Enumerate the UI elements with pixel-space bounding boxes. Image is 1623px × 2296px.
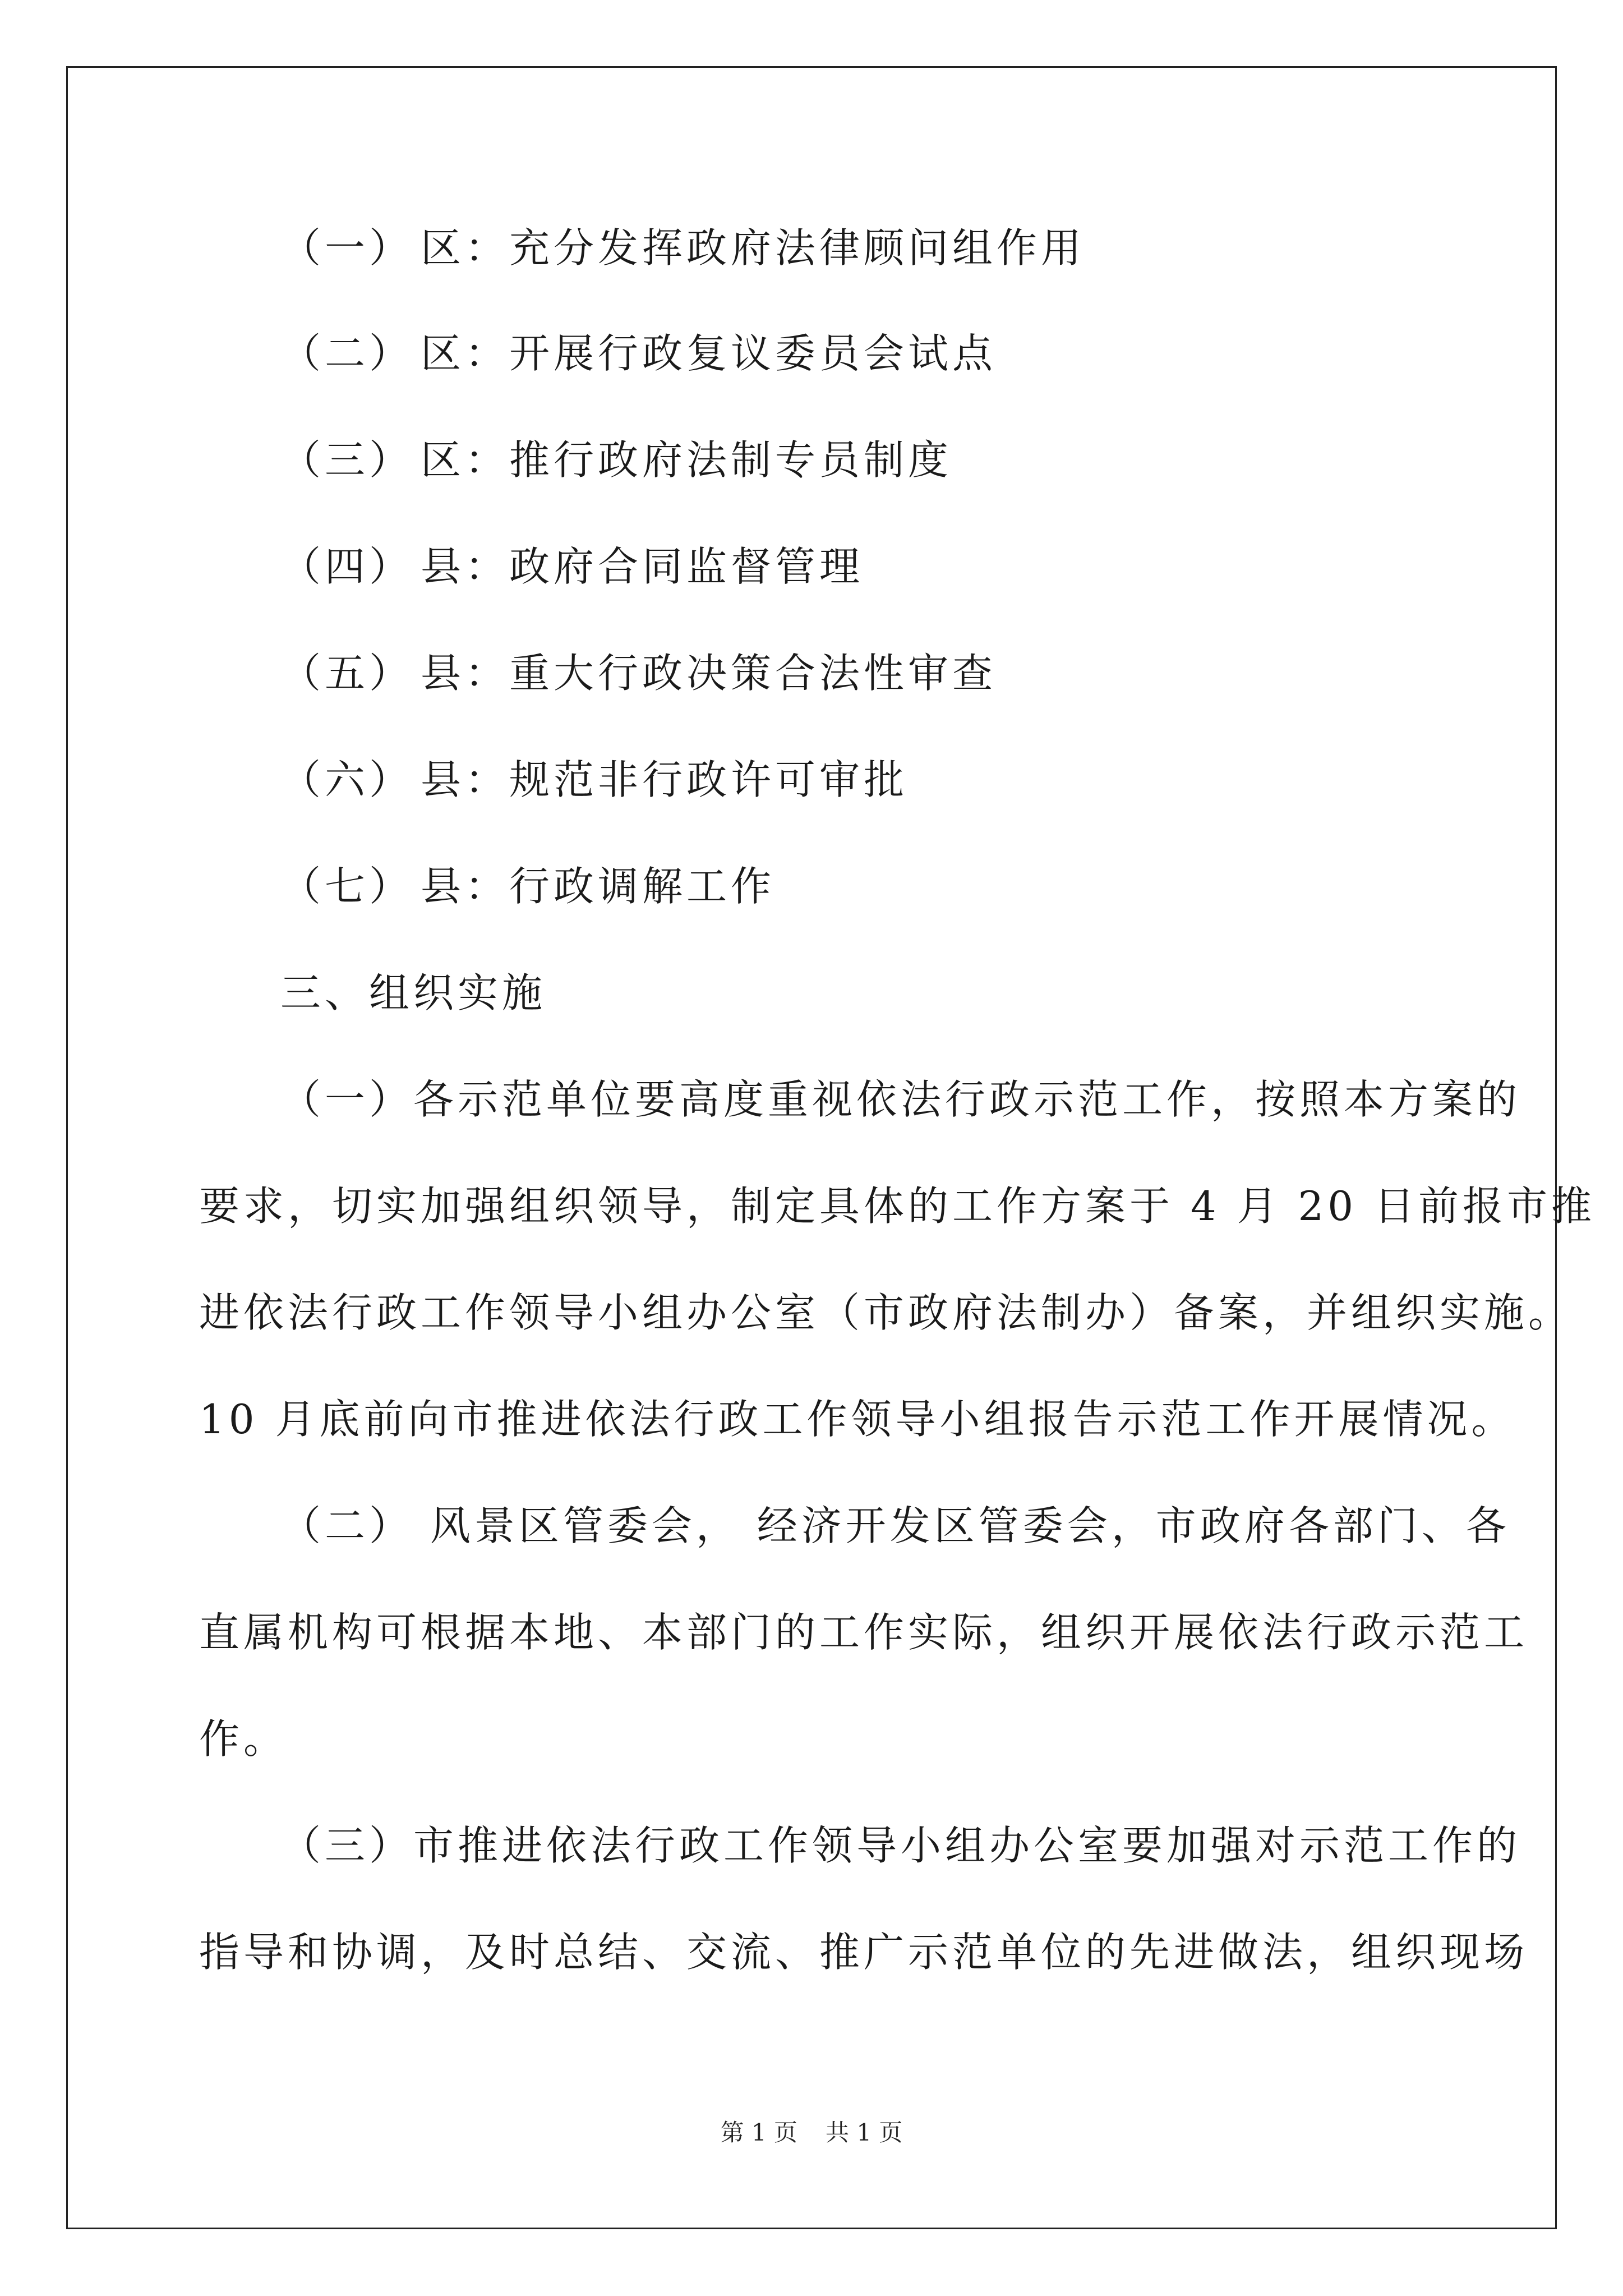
paragraph-line: （二） 风景区管委会， 经济开发区管委会，市政府各部门、各 bbox=[280, 1502, 1510, 1549]
paragraph-line: 进依法行政工作领导小组办公室（市政府法制办）备案，并组织实施。 bbox=[199, 1289, 1573, 1336]
page-border bbox=[66, 66, 1557, 2229]
item-text: 县：行政调解工作 bbox=[421, 863, 776, 910]
item-number: （七） bbox=[280, 863, 414, 910]
paragraph-line: 作。 bbox=[199, 1715, 288, 1763]
item-text: 县：规范非行政许可审批 bbox=[421, 756, 909, 803]
page-total: 共 1 页 bbox=[826, 2119, 903, 2146]
paragraph-line: 指导和协调，及时总结、交流、推广示范单位的先进做法，组织现场 bbox=[199, 1929, 1529, 1976]
paragraph-line: 要求，切实加强组织领导，制定具体的工作方案于 4 月 20 日前报市推 bbox=[199, 1182, 1596, 1230]
item-text: 县：政府合同监督管理 bbox=[421, 543, 864, 590]
list-item bbox=[280, 858, 775, 914]
page-number: 第 1 页 bbox=[720, 2119, 797, 2146]
page-footer bbox=[0, 2116, 1623, 2150]
list-item bbox=[280, 220, 1085, 276]
paragraph-line: （一）各示范单位要高度重视依法行政示范工作，按照本方案的 bbox=[280, 1076, 1521, 1123]
list-item bbox=[280, 645, 997, 701]
item-number: （二） bbox=[280, 330, 414, 377]
item-text: 县：重大行政决策合法性审查 bbox=[421, 650, 997, 697]
item-number: （六） bbox=[280, 756, 414, 803]
item-number: （一） bbox=[280, 224, 414, 272]
list-item bbox=[280, 325, 997, 381]
item-text: 区：充分发挥政府法律顾问组作用 bbox=[421, 224, 1086, 272]
paragraph-line: （三）市推进依法行政工作领导小组办公室要加强对示范工作的 bbox=[280, 1822, 1521, 1869]
paragraph-line: 直属机构可根据本地、本部门的工作实际，组织开展依法行政示范工 bbox=[199, 1609, 1529, 1656]
item-text: 区：推行政府法制专员制度 bbox=[421, 436, 953, 484]
list-item bbox=[280, 752, 908, 808]
item-text: 区：开展行政复议委员会试点 bbox=[421, 330, 997, 377]
section-heading: 三、组织实施 bbox=[280, 969, 547, 1016]
list-item bbox=[280, 539, 864, 595]
item-number: （四） bbox=[280, 543, 414, 590]
item-number: （五） bbox=[280, 650, 414, 697]
item-number: （三） bbox=[280, 436, 414, 484]
paragraph-line: 10 月底前向市推进依法行政工作领导小组报告示范工作开展情况。 bbox=[199, 1396, 1516, 1443]
list-item bbox=[280, 432, 952, 488]
